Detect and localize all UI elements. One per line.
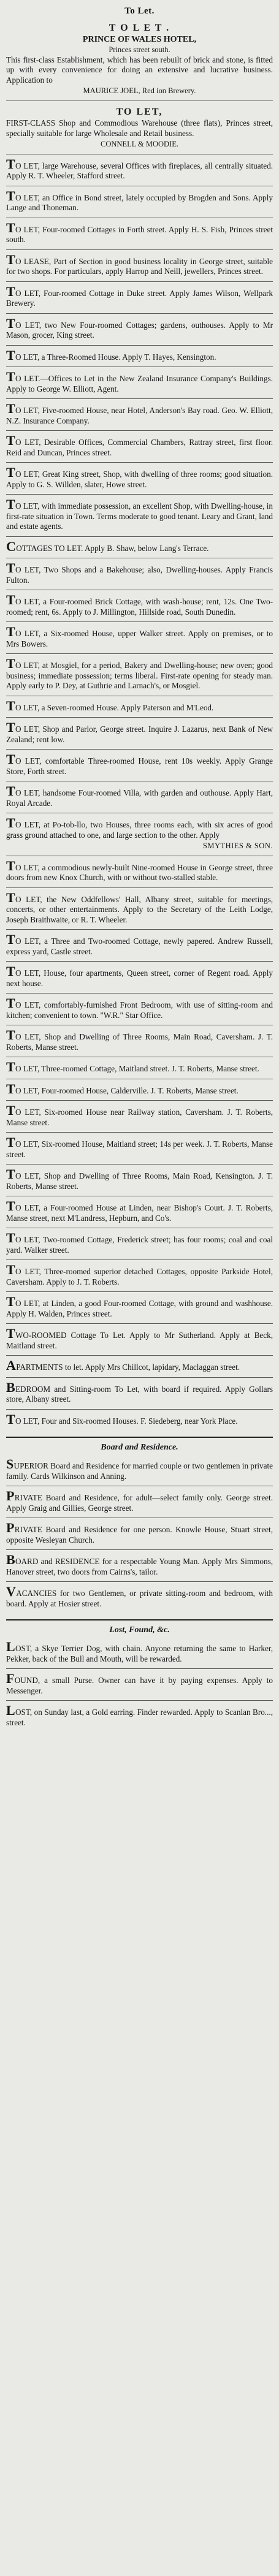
classified-ad <box>6 657 273 696</box>
ad-initial-letter: T <box>6 1262 15 1277</box>
ad-initial-letter: T <box>6 1081 15 1096</box>
ad-body <box>6 656 273 691</box>
ad-body-text: O LET, Desirable Offices, Commercial Chambers, Rattray street, first floor. Reid and Duncan, Princes street. <box>6 438 273 457</box>
classified-ad <box>6 891 273 930</box>
classified-ad <box>6 1082 273 1101</box>
ad-initial-letter: T <box>6 1326 15 1341</box>
ad-body <box>6 783 273 808</box>
ad-initial-letter: T <box>6 1027 15 1043</box>
ad-body-text: O LET, at Po-tob-llo, two Houses, three rooms each, with six acres of good grass ground attached to one, and large section to the other. Apply <box>6 820 273 840</box>
classified-ad <box>6 1295 273 1324</box>
ad-initial-letter: T <box>6 1103 15 1118</box>
ad-body-text: O LET, with immediate possession, an excellent Shop, with Dwelling-house, in first-rate situation in Town. Terms moderate to good tenant. Leary and Grant, land and estate agents. <box>6 501 273 531</box>
classified-ad <box>6 1585 273 1613</box>
ad-body-text: O LET, comfortably-furnished Front Bedroom, with use of sitting-room and kitchen; convenient to town. "W.R." Star Office. <box>6 1000 273 1020</box>
ad-initial-letter: T <box>6 783 15 799</box>
ad-body-text: O LET, Four and Six-roomed Houses. F. Siedeberg, near York Place. <box>15 1416 238 1426</box>
ad-initial-letter: V <box>6 1584 17 1599</box>
classified-ad <box>6 466 273 495</box>
ad-body <box>6 219 273 245</box>
ad-initial-letter: T <box>6 1198 15 1214</box>
ad-initial-letter: T <box>6 932 15 947</box>
ad-body-text: EDROOM and Sitting-room To Let, with board if required. Apply Gollars store, Albany street. <box>6 1384 273 1404</box>
classified-ad <box>6 1263 273 1292</box>
ad-body-text: O LET, Three-roomed superior detached Cottages, opposite Parkside Hotel, Caversham. Apply to J. T. Roberts. <box>6 1267 273 1286</box>
ad-initial-letter: T <box>6 1134 15 1150</box>
ad-body-text: PARTMENTS to let. Apply Mrs Chillcot, lapidary, Maclaggan street. <box>16 1362 240 1372</box>
ad-body-text: O LET.—Offices to Let in the New Zealand Insurance Company's Buildings. Apply to George W. Elliott, Agent. <box>6 374 273 393</box>
ad-initial-letter: T <box>6 251 15 267</box>
ad-body <box>6 1262 273 1287</box>
classified-ad <box>6 699 273 718</box>
ad-body-text: O LET, a Three-Roomed House. Apply T. Hayes, Kensington. <box>15 352 216 362</box>
ad-signature: SMYTHIES & SON. <box>202 842 273 850</box>
ad-body <box>6 963 273 989</box>
classified-ad <box>6 1381 273 1410</box>
ad-initial-letter: T <box>6 1059 15 1074</box>
ad-initial-letter: P <box>6 1520 15 1535</box>
section-divider <box>6 1437 273 1438</box>
ad-body <box>6 401 273 426</box>
ad-body <box>6 624 273 649</box>
classified-ad <box>6 1104 273 1133</box>
classified-ad <box>6 1704 273 1732</box>
classified-ad <box>6 1672 273 1701</box>
classified-ad <box>6 317 273 346</box>
classified-ad <box>6 434 273 463</box>
ad-list-board <box>6 1457 273 1613</box>
ad-body <box>6 55 273 86</box>
ad-body <box>6 697 273 713</box>
ad-body-text: WO-ROOMED Cottage To Let. Apply to Mr Sutherland. Apply at Beck, Maitland street. <box>6 1331 273 1350</box>
classified-ad <box>6 593 273 622</box>
ad-initial-letter: T <box>6 656 15 671</box>
ad-initial-letter: P <box>6 1488 15 1503</box>
ad-initial-letter: T <box>6 496 15 512</box>
classified-ad <box>6 189 273 218</box>
classified-ad <box>6 1457 273 1486</box>
ad-body-text: RIVATE Board and Residence, for adult—select family only. George street. Apply Graig and Gillies, George street. <box>6 1493 273 1513</box>
ad-list-lost <box>6 1640 273 1732</box>
ad-body-text: O LET, Four-roomed Cottages in Forth street. Apply H. S. Fish, Princes street south. <box>6 224 273 244</box>
classified-ad <box>6 816 273 856</box>
ad-body-text: UPERIOR Board and Residence for married couple or two gentlemen in private family. Cards Wilkinson and Anning. <box>6 1461 273 1481</box>
classified-ad <box>6 1028 273 1057</box>
ad-body-text: ACANCIES for two Gentlemen, or private sitting-room and bedroom, with board. Apply at Hosier street. <box>6 1589 273 1608</box>
ad-initial-letter: T <box>6 889 15 905</box>
ad-signature: CONNELL & MOODIE. <box>101 140 178 148</box>
section-divider <box>6 1619 273 1620</box>
ad-body-text: O LET, an Office in Bond street, lately occupied by Brogden and Sons. Apply Lange and Thoneman. <box>6 192 273 212</box>
ad-body <box>6 315 273 341</box>
ad-initial-letter: T <box>6 815 15 830</box>
ad-body-text: OARD and RESIDENCE for a respectable Young Man. Apply Mrs Simmons, Hanover street, two doors from Cairns's, tailor. <box>6 1557 273 1576</box>
ad-body-text: OST, a Skye Terrier Dog, with chain. Anyone returning the same to Harker, Pekker, back of the Bull and Mouth, will be rewarded. <box>6 1644 273 1663</box>
ad-initial-letter: F <box>6 1671 15 1686</box>
ad-initial-letter: T <box>6 1411 15 1427</box>
classified-ad <box>6 221 273 250</box>
ad-body <box>6 369 273 394</box>
ad-body-text: O LET, a Six-roomed House, upper Walker street. Apply on premises, or to Mrs Bowers. <box>6 629 273 648</box>
ad-initial-letter: T <box>6 315 15 331</box>
ad-body-text: O LET, Great King street, Shop, with dwelling of three rooms; good situation. Apply to G. S. Willden, slater, Howe street. <box>6 469 273 489</box>
ad-headline: T O L E T . <box>109 23 170 33</box>
ad-body <box>6 1584 273 1609</box>
classified-ad <box>6 253 273 282</box>
ad-body-text: O LET, Six-roomed House near Railway station, Caversham. J. T. Roberts, Manse street. <box>6 1108 273 1127</box>
ad-initial-letter: C <box>6 538 17 554</box>
ad-initial-letter: T <box>6 219 15 235</box>
ad-body <box>6 1059 273 1074</box>
ad-initial-letter: T <box>6 751 15 767</box>
ad-body-text: O LET, Shop and Dwelling of Three Rooms, Main Road, Caversham. J. T. Roberts, Manse street. <box>6 1032 273 1052</box>
ad-initial-letter: T <box>6 1166 15 1182</box>
classified-ad <box>6 104 273 154</box>
ad-body <box>6 560 273 585</box>
ad-initial-letter: T <box>6 433 15 448</box>
classified-ad <box>6 1168 273 1196</box>
ad-body <box>6 1358 273 1373</box>
ad-body-text: O LET, Four-roomed House, Calderville. J. T. Roberts, Manse street. <box>15 1085 239 1095</box>
classified-ad <box>6 1060 273 1079</box>
ad-subheadline-2: Princes street south. <box>109 45 170 54</box>
ad-initial-letter: T <box>6 624 15 639</box>
ad-body-text: O LET, handsome Four-roomed Villa, with garden and outhouse. Apply Hart, Royal Arcade. <box>6 788 273 808</box>
ad-body-text: RIVATE Board and Residence for one person. Knowle House, Stuart street, opposite Wesleyan Church. <box>6 1525 273 1544</box>
classified-ad <box>6 721 273 750</box>
ad-body <box>6 118 273 139</box>
section-heading-lost: Lost, Found, &c. <box>109 1625 170 1635</box>
classified-ad <box>6 1553 273 1582</box>
ad-body-text: O LEASE, Part of Section in good business locality in George street, suitable for two shops. For particulars, apply Harrop and Neill, jewellers, Princes street. <box>6 256 273 276</box>
ad-body <box>6 1552 273 1577</box>
ad-body <box>6 347 273 363</box>
ad-body <box>6 889 273 925</box>
ad-body-text: O LET, a Four-roomed Brick Cottage, with wash-house; rent, 12s. One Two-roomed; rent, 6s. Apply to J. Millington, Hillside road, South Dunedin. <box>6 597 273 617</box>
classified-ad <box>6 402 273 431</box>
ad-body-text: OUND, a small Purse. Owner can have it by paying expenses. Apply to Messenger. <box>6 1676 273 1695</box>
ad-body <box>6 1671 273 1696</box>
ad-body <box>6 1230 273 1255</box>
ad-body-text: O LET, Three-roomed Cottage, Maitland street. J. T. Roberts, Manse street. <box>15 1064 259 1073</box>
ad-body <box>6 995 273 1020</box>
ad-initial-letter: T <box>6 1294 15 1309</box>
ad-subheadline: PRINCE OF WALES HOTEL, <box>82 34 197 44</box>
ad-body-text: O LET, two New Four-roomed Cottages; gardens, outhouses. Apply to Mr Mason, grocer, King street. <box>6 320 273 340</box>
ad-body <box>6 932 273 957</box>
ad-body <box>6 1134 273 1160</box>
ad-initial-letter: T <box>6 188 15 203</box>
ad-body-text: O LET, a commodious newly-built Nine-roomed House in George street, three doors from new Knox Church, with or without two-stalled stable. <box>6 862 273 882</box>
classified-ad <box>6 498 273 537</box>
ad-initial-letter: B <box>6 1379 15 1395</box>
ad-body-text: This first-class Establishment, which has been rebuilt of brick and stone, is fitted up with every convenience for doing an extensive and lucrative business. Application to <box>6 55 273 85</box>
ad-body <box>6 1488 273 1513</box>
classified-ad <box>6 20 273 101</box>
classified-ad <box>6 965 273 994</box>
ad-body <box>6 1379 273 1405</box>
ad-initial-letter: T <box>6 1230 15 1245</box>
classified-ad <box>6 1231 273 1260</box>
ad-initial-letter: T <box>6 560 15 576</box>
classified-ad <box>6 1521 273 1550</box>
ad-body <box>6 156 273 181</box>
ad-body-text: O LET, at Linden, a good Four-roomed Cottage, with ground and washhouse. Apply H. Walden, Princes street. <box>6 1299 273 1318</box>
ad-body <box>6 283 273 309</box>
ad-body <box>6 496 273 532</box>
ad-body <box>6 188 273 213</box>
ad-body-text: O LET, a Three and Two-roomed Cottage, newly papered. Andrew Russell, express yard, Castle street. <box>6 937 273 956</box>
ad-body <box>6 251 273 277</box>
ad-body-text: O LET, a Four-roomed House at Linden, near Bishop's Court. J. T. Roberts, Manse street, next M'Landress, Hepburn, and Co's. <box>6 1203 273 1223</box>
classified-ad <box>6 1489 273 1518</box>
ad-body <box>6 1166 273 1191</box>
ad-body <box>6 538 273 554</box>
ad-initial-letter: L <box>6 1639 15 1654</box>
ad-initial-letter: T <box>6 347 15 363</box>
ad-body-text: O LET, Two-roomed Cottage, Frederick street; has four rooms; coal and coal yard. Walker street. <box>6 1235 273 1255</box>
section-heading-to_let: To Let. <box>124 6 155 16</box>
ad-initial-letter: T <box>6 697 15 713</box>
ad-body-text: FIRST-CLASS Shop and Commodious Warehouse (three flats), Princes street, specially suitable for large Wholesale and Retail business. <box>6 118 273 138</box>
classified-ad <box>6 1199 273 1228</box>
ad-body-text: O LET, Shop and Parlor, George street. Inquire J. Lazarus, next Bank of New Zealand; rent low. <box>6 724 273 744</box>
ad-body <box>6 1639 273 1664</box>
ad-body-text: O LET, a Seven-roomed House. Apply Paterson and M'Leod. <box>15 702 214 712</box>
ad-body-text: O LET, Shop and Dwelling of Three Rooms, Main Road, Kensington. J. T. Roberts, Manse street. <box>6 1171 273 1191</box>
ad-body <box>6 1198 273 1223</box>
classified-ad <box>6 1359 273 1378</box>
section-heading-board: Board and Residence. <box>101 1443 178 1452</box>
ad-initial-letter: T <box>6 465 15 480</box>
ad-body <box>6 1081 273 1096</box>
classified-ad <box>6 625 273 654</box>
ad-signature: MAURICE JOEL, Red ion Brewery. <box>83 86 196 95</box>
classified-ad <box>6 285 273 314</box>
classified-ad <box>6 997 273 1025</box>
ad-body-text: OTTAGES TO LET. Apply B. Shaw, below Lang's Terrace. <box>16 543 209 553</box>
ad-body <box>6 1103 273 1128</box>
classified-ad <box>6 859 273 888</box>
ad-list-to_let <box>6 20 273 1430</box>
ad-initial-letter: T <box>6 720 15 735</box>
ad-body-text: O LET, House, four apartments, Queen street, corner of Regent road. Apply next house. <box>6 968 273 988</box>
ad-initial-letter: T <box>6 963 15 979</box>
ad-initial-letter: S <box>6 1456 14 1472</box>
ad-headline: TO LET, <box>116 106 163 117</box>
ad-body <box>6 1520 273 1545</box>
ad-body <box>6 1294 273 1319</box>
ad-body <box>6 592 273 617</box>
ad-body-text: O LET, Five-roomed House, near Hotel, Anderson's Bay road. Geo. W. Elliott, N.Z. Insurance Company. <box>6 406 273 425</box>
ad-initial-letter: T <box>6 283 15 299</box>
ad-initial-letter: T <box>6 401 15 416</box>
classified-ad <box>6 349 273 368</box>
ad-body <box>6 1411 273 1427</box>
classified-ad <box>6 1413 273 1431</box>
ad-initial-letter: L <box>6 1703 15 1718</box>
ad-body <box>6 1456 273 1481</box>
ad-initial-letter: T <box>6 592 15 607</box>
ad-body <box>6 1326 273 1351</box>
classified-ad <box>6 561 273 590</box>
classified-ad <box>6 933 273 962</box>
ad-body <box>6 1703 273 1728</box>
ad-body-text: O LET, Four-roomed Cottage in Duke street. Apply James Wilson, Wellpark Brewery. <box>6 288 273 308</box>
ad-body <box>6 815 273 840</box>
ad-body <box>6 720 273 745</box>
classified-ad <box>6 1327 273 1356</box>
ad-body-text: O LET, Two Shops and a Bakehouse; also, Dwelling-houses. Apply Francis Fulton. <box>6 565 273 585</box>
ad-initial-letter: T <box>6 995 15 1011</box>
classified-ad <box>6 753 273 781</box>
classified-ad <box>6 158 273 186</box>
ad-initial-letter: T <box>6 857 15 873</box>
ad-body-text: O LET, the New Oddfellows' Hall, Albany street, suitable for meetings, concerts, or other entertainments. Apply to the Secretary of the Leith Lodge, Joseph Braithwaite, or R. T. Wheeler. <box>6 894 273 924</box>
ad-body <box>6 433 273 458</box>
classified-ad <box>6 785 273 813</box>
classified-ad <box>6 1136 273 1165</box>
ad-body <box>6 857 273 883</box>
ad-initial-letter: T <box>6 369 15 384</box>
ad-body-text: O LET, Six-roomed House, Maitland street; 14s per week. J. T. Roberts, Manse street. <box>6 1139 273 1159</box>
ad-body-text: O LET, at Mosgiel, for a period, Bakery and Dwelling-house; new oven; good business; immediate possession; terms liberal. First-rate opening for steady man. Apply early to P. Dey, at Guthrie and Larnach's, or Mosgiel. <box>6 661 273 690</box>
classified-ad <box>6 1640 273 1669</box>
ad-body <box>6 1027 273 1052</box>
classified-ad <box>6 370 273 399</box>
ad-initial-letter: A <box>6 1358 17 1373</box>
ad-body-text: OST, on Sunday last, a Gold earring. Finder rewarded. Apply to Scanlan Bro..., street. <box>6 1708 273 1727</box>
ad-body-text: O LET, large Warehouse, several Offices with fireplaces, all centrally situated. Apply R. T. Wheeler, Stafford street. <box>6 161 273 180</box>
ad-initial-letter: B <box>6 1552 15 1567</box>
ad-initial-letter: T <box>6 156 15 172</box>
ad-body-text: O LET, comfortable Three-roomed House, rent 10s weekly. Apply Grange Store, Forth street. <box>6 756 273 776</box>
ad-body <box>6 465 273 490</box>
classified-ad <box>6 540 273 559</box>
ad-body <box>6 751 273 777</box>
